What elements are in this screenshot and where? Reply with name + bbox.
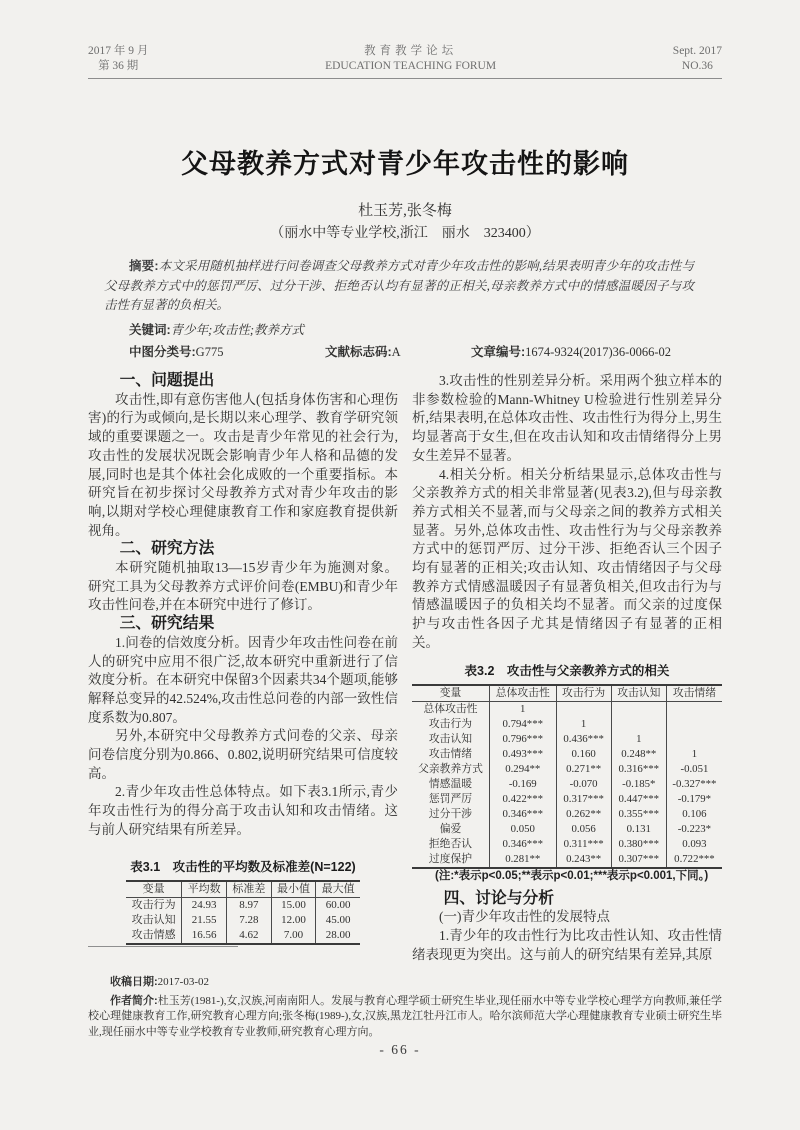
keywords-label: 关键词: (129, 322, 171, 337)
received-date-line (88, 975, 722, 991)
author-bio-line (88, 994, 722, 1041)
paragraph: 1.问卷的信效度分析。因青少年攻击性问卷在前人的研究中应用不很广泛,故本研究中重新进行了信效度分析。在本研究中保留3个因素共34个题项,能够解释总变异的42.524%,攻击性总问卷的内部一致性信度系数为0.807。 (88, 634, 398, 725)
section-heading-1: 一、问题提出 (119, 372, 215, 389)
table-cell (666, 717, 722, 732)
table-header-cell: 标准差 (227, 881, 272, 898)
table-cell: 7.00 (271, 928, 316, 944)
table32-note: (注:*表示p<0.05;**表示p<0.01;***表示p<0.001,下同。) (435, 869, 709, 882)
keywords-text: 青少年;攻击性;教养方式 (170, 322, 304, 337)
table-cell: 攻击情感 (131, 928, 176, 941)
table-cell: 21.55 (182, 913, 227, 928)
table-cell: 攻击认知 (428, 732, 473, 745)
table-cell: 攻击行为 (131, 898, 176, 911)
clc-value: G775 (195, 344, 224, 359)
table-row (412, 762, 722, 777)
table-cell: 攻击行为 (428, 717, 473, 730)
table-cell: -0.179* (666, 792, 722, 807)
received-date-value: 2017-03-02 (157, 976, 209, 988)
table-header-cell: 平均数 (182, 881, 227, 898)
header-issue-no-en: NO.36 (681, 60, 713, 72)
table-cell: 0.311*** (556, 837, 611, 852)
table-row (126, 913, 360, 928)
table-row (126, 897, 360, 913)
table-cell: -0.070 (556, 777, 611, 792)
journal-header (88, 44, 722, 79)
clc-field (104, 342, 300, 363)
table-cell: 拒绝否认 (428, 837, 473, 850)
table-cell: 12.00 (271, 913, 316, 928)
abstract-block (104, 257, 694, 316)
table-cell: 0.436*** (556, 732, 611, 747)
front-matter (88, 136, 722, 363)
keywords-line (104, 320, 694, 340)
table-header-row (126, 881, 360, 898)
paragraph: 攻击性,即有意伤害他人(包括身体伤害和心理伤害)的行为或倾向,是长期以来心理学、教育学研究领域的重要课题之一。攻击是青少年常见的社会行为,攻击性的发展状况既会影响青少年人格和品德的发展,同时也是其个体社会化成败的一个重要指标。本研究旨在初步探讨父母教养方式对青少年攻击的影响,以期对学校心理健康教育工作和家庭教育提供新视角。 (88, 391, 398, 538)
header-date-cn: 2017 年 9 月 (88, 45, 149, 57)
table-cell: 0.346*** (489, 837, 556, 852)
table-cell: 4.62 (227, 928, 272, 944)
left-column (88, 372, 398, 964)
table-cell: 过度保护 (428, 852, 473, 865)
table-cell: 8.97 (227, 897, 272, 913)
table-row (412, 732, 722, 747)
table-cell: 0.056 (556, 822, 611, 837)
section-heading-4: 四、讨论与分析 (443, 889, 555, 907)
doc-code-field (300, 342, 446, 363)
table-cell: 0.307*** (611, 852, 666, 868)
table-cell: 24.93 (182, 897, 227, 913)
table-cell: 1 (666, 747, 722, 762)
author-bio-text: 杜玉芳(1981-),女,汉族,河南南阳人。发展与教育心理学硕士研究生毕业,现任丽水中等专业学校心理学方向教师,兼任学校心理健康教育工作,研究教育心理方向;张冬梅(1989-),女,汉族,黑龙江牡丹江市人。哈尔滨师范大学心理健康教育专业硕士研究生毕业,现任丽水中等专业学校教育专业教师,研究教育心理方向。 (88, 994, 722, 1038)
table-cell: 总体攻击性 (423, 702, 478, 715)
table-cell: 0.271** (556, 762, 611, 777)
table-cell: 7.28 (227, 913, 272, 928)
table-cell: 16.56 (182, 928, 227, 944)
table-cell: 情感温暖 (428, 777, 473, 790)
table-cell: 0.248** (611, 747, 666, 762)
table32-caption: 表3.2 攻击性与父亲教养方式的相关 (464, 663, 670, 678)
table-cell: 0.722*** (666, 852, 722, 868)
table-cell: 0.243** (556, 852, 611, 868)
table-cell: 0.794*** (489, 717, 556, 732)
paragraph: 另外,本研究中父母教养方式问卷的父亲、母亲问卷信度分别为0.866、0.802,说明研究结果可信度较高。 (88, 728, 398, 781)
table-cell: 0.160 (556, 747, 611, 762)
article-body (88, 372, 722, 964)
table-header-cell: 变量 (412, 685, 489, 702)
table-cell: 28.00 (316, 928, 360, 944)
paragraph: 1.青少年的攻击性行为比攻击性认知、攻击性情绪表现更为突出。这与前人的研究结果有差异,其原 (412, 927, 722, 962)
table-cell: 过分干涉 (428, 807, 473, 820)
header-issue-en (673, 44, 722, 74)
table-row (412, 701, 722, 717)
table-cell: 0.093 (666, 837, 722, 852)
header-issue-cn (88, 44, 148, 74)
abstract-paragraph (104, 257, 694, 316)
article-title: 父母教养方式对青少年攻击性的影响 (181, 149, 629, 179)
article-authors: 杜玉芳,张冬梅 (358, 203, 452, 219)
table-cell: -0.223* (666, 822, 722, 837)
table-cell: 0.355*** (611, 807, 666, 822)
table-aggression-descriptives (126, 880, 360, 945)
table-cell: -0.327*** (666, 777, 722, 792)
author-bio-label: 作者简介: (110, 994, 158, 1007)
table-cell: 0.316*** (611, 762, 666, 777)
table-cell (666, 701, 722, 717)
article-id-value: 1674-9324(2017)36-0066-02 (525, 344, 671, 359)
footnote-block (88, 946, 722, 1043)
table-row (412, 822, 722, 837)
table-row (412, 837, 722, 852)
abstract-text: 本文采用随机抽样进行问卷调查父母教养方式对青少年攻击性的影响,结果表明青少年的攻击性与父母教养方式中的惩罚严厉、过分干涉、拒绝否认均有显著的正相关,母亲教养方式中的情感温暖因子与攻击性有显著的负相关。 (104, 259, 694, 312)
table-cell: 60.00 (316, 897, 360, 913)
table-row (412, 777, 722, 792)
article-id-field (446, 342, 671, 363)
table-cell: 1 (611, 732, 666, 747)
paragraph: 本研究随机抽取13—15岁青少年为施测对象。研究工具为父母教养方式评价问卷(EMBU)和青少年攻击性问卷,并在本研究中进行了修订。 (88, 560, 398, 613)
table-header-row (412, 685, 722, 702)
meta-line (104, 342, 722, 363)
table-cell: 0.294** (489, 762, 556, 777)
table-header-cell: 变量 (126, 881, 182, 898)
journal-title-cn: 教育教学论坛 (364, 45, 458, 57)
doc-code-value: A (391, 344, 401, 359)
table-cell: 0.346*** (489, 807, 556, 822)
table-cell: 0.796*** (489, 732, 556, 747)
table-row (412, 747, 722, 762)
table-row (126, 928, 360, 944)
header-date-en: Sept. 2017 (672, 45, 722, 57)
paragraph: 4.相关分析。相关分析结果显示,总体攻击性与父亲教养方式的相关非常显著(见表3.2),但与母亲教养方式相关不显著,而与父母亲之间的教养方式相关显著。另外,总体攻击性、攻击性行为与父母亲教养方式中的惩罚严厉、过分干涉、拒绝否认三个因子均有显著的正相关;攻击认知、攻击情绪因子与父母教养方式情感温暖因子有显著负相关,但攻击行为与情感温暖因子的负相关均不显著。而父亲的过度保护与攻击性各因子尤其是情绪因子有显著的正相关。 (412, 466, 722, 650)
table-row (412, 852, 722, 868)
table-header-cell: 总体攻击性 (489, 685, 556, 702)
table-cell: 偏爱 (439, 822, 462, 835)
table-cell: 0.380*** (611, 837, 666, 852)
subsection-heading: (一)青少年攻击性的发展特点 (439, 909, 610, 925)
table-row (412, 792, 722, 807)
table-cell: 0.050 (489, 822, 556, 837)
table-cell: -0.051 (666, 762, 722, 777)
table-cell: 45.00 (316, 913, 360, 928)
clc-label: 中图分类号: (129, 344, 196, 359)
table-cell: 0.281** (489, 852, 556, 868)
paragraph: 3.攻击性的性别差异分析。采用两个独立样本的非参数检验的Mann-Whitney U检验进行性别差异分析,结果表明,在总体攻击性、攻击性行为得分上,男生均显著高于女生,但在攻击认知和攻击情绪得分上男女生差异不显著。 (412, 373, 722, 463)
table-header-cell: 最大值 (316, 881, 360, 898)
table-aggression-parenting-correlation (412, 684, 722, 869)
table-header-cell: 攻击认知 (611, 685, 666, 702)
table-header-cell: 攻击情绪 (666, 685, 722, 702)
section-heading-2: 二、研究方法 (119, 540, 215, 558)
table-header-cell: 最小值 (271, 881, 316, 898)
journal-title-en: EDUCATION TEACHING FORUM (325, 60, 497, 72)
table-cell (611, 701, 666, 717)
table-cell: 0.447*** (611, 792, 666, 807)
table-cell: 攻击情绪 (428, 747, 473, 760)
doc-code-label: 文献标志码: (325, 344, 392, 359)
received-date-label: 收稿日期: (110, 976, 158, 988)
article-affiliation: （丽水中等专业学校,浙江 丽水 323400） (270, 226, 540, 241)
table-cell (666, 732, 722, 747)
article-id-label: 文章编号: (471, 344, 526, 359)
table-row (412, 807, 722, 822)
journal-title-block (325, 44, 496, 74)
table-row (412, 717, 722, 732)
right-column (412, 372, 722, 964)
table-cell: 0.106 (666, 807, 722, 822)
table-cell: 0.317*** (556, 792, 611, 807)
table-cell: 父亲教养方式 (418, 762, 483, 775)
table-header-cell: 攻击行为 (556, 685, 611, 702)
header-issue-no-cn: 第 36 期 (98, 60, 139, 72)
section-heading-3: 三、研究结果 (119, 615, 215, 633)
table-cell: 15.00 (271, 897, 316, 913)
table-cell (611, 717, 666, 732)
footnote-divider (88, 946, 238, 947)
table-cell: 1 (556, 717, 611, 732)
table31-caption: 表3.1 攻击性的平均数及标准差(N=122) (130, 859, 356, 874)
page-number: - 66 - (379, 1042, 421, 1057)
table-cell: 惩罚严厉 (428, 792, 473, 805)
table-cell: 0.493*** (489, 747, 556, 762)
table-cell: -0.185* (611, 777, 666, 792)
table-cell: -0.169 (489, 777, 556, 792)
table-cell: 攻击认知 (131, 913, 176, 926)
abstract-label: 摘要: (129, 259, 159, 273)
table-cell: 0.422*** (489, 792, 556, 807)
paragraph: 2.青少年攻击性总体特点。如下表3.1所示,青少年攻击性行为的得分高于攻击认知和攻击情绪。这与前人研究结果有所差异。 (88, 784, 398, 837)
table-cell: 0.262** (556, 807, 611, 822)
table-cell (556, 701, 611, 717)
table-cell: 0.131 (611, 822, 666, 837)
table-cell: 1 (489, 701, 556, 717)
